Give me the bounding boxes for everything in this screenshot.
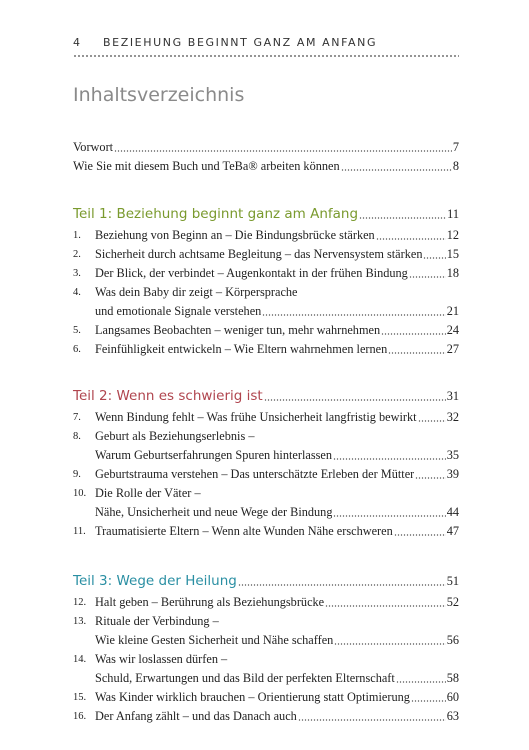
entry-title: Wie kleine Gesten Sicherheit und Nähe schaffen [95,633,334,647]
running-title: BEZIEHUNG BEGINNT GANZ AM ANFANG [103,36,378,49]
toc-entry-continuation[interactable] [73,446,459,465]
page-ref: 11 [447,207,459,221]
dot-leader [238,584,446,586]
dot-leader [333,458,446,460]
part-title: Teil 2: Wenn es schwierig ist [73,388,263,404]
page-title: Inhaltsverzeichnis [73,84,245,106]
toc-entry-continuation[interactable] [73,669,459,688]
entry-title: Beziehung von Beginn an – Die Bindungsbrücke stärken [95,228,375,242]
page-ref: 27 [446,342,459,356]
dot-leader [114,150,452,152]
page-ref: 63 [446,709,459,723]
toc-entry-first-line[interactable] [73,484,459,503]
toc-entry[interactable] [73,465,459,484]
entry-title: Halt geben – Berührung als Beziehungsbrücke [95,595,325,609]
part-title: Teil 3: Wege der Heilung [73,573,237,589]
toc-entry[interactable] [73,340,459,359]
chapter-number: 11. [73,526,86,537]
page-ref: 39 [446,467,459,481]
page-ref: 44 [446,505,459,519]
chapter-number: 8. [73,431,81,442]
page-ref: 24 [446,323,459,337]
page-ref: 18 [446,266,459,280]
entry-title: Langsames Beobachten – weniger tun, mehr wahrnehmen [95,323,381,337]
page-ref: 12 [446,228,459,242]
entry-title: Traumatisierte Eltern – Wenn alte Wunden Nähe erschweren [95,524,393,538]
page-ref: 58 [446,671,459,685]
toc-entry[interactable] [73,226,459,245]
toc-entry[interactable] [73,593,459,612]
chapter-number: 5. [73,325,81,336]
entry-title: Der Anfang zählt – und das Danach auch [95,709,297,723]
entry-title: Rituale der Verbindung – [95,614,219,628]
dot-leader [388,352,445,354]
chapter-number: 2. [73,249,81,260]
chapter-number: 12. [73,597,87,608]
dot-leader [359,217,446,219]
entry-title: Was wir loslassen dürfen – [95,652,228,666]
page-ref: 31 [446,389,459,403]
dot-leader [415,477,445,479]
toc-entry[interactable] [73,321,459,340]
page-ref: 47 [446,524,459,538]
part-title: Teil 1: Beziehung beginnt ganz am Anfang [73,206,359,222]
dot-leader [381,333,446,335]
header-dotted-rule [73,55,459,57]
chapter-number: 7. [73,412,81,423]
entry-title: Geburtstrauma verstehen – Das unterschätzte Erleben der Mütter [95,467,415,481]
chapter-number: 10. [73,488,87,499]
dot-leader [325,605,446,607]
toc-entry[interactable] [73,707,459,726]
chapter-number: 9. [73,469,81,480]
toc-entry[interactable] [73,245,459,264]
table-of-contents [73,138,459,726]
entry-title: Der Blick, der verbindet – Augenkontakt in der frühen Bindung [95,266,408,280]
page-ref: 15 [446,247,459,261]
entry-title: Wie Sie mit diesem Buch und TeBa® arbeiten können [73,159,340,173]
toc-entry[interactable] [73,688,459,707]
page-ref: 21 [446,304,459,318]
chapter-number: 1. [73,230,81,241]
entry-title: Feinfühligkeit entwickeln – Wie Eltern wahrnehmen lernen [95,342,388,356]
toc-entry[interactable] [73,408,459,427]
toc-entry-first-line[interactable] [73,283,459,302]
toc-entry[interactable] [73,264,459,283]
page-ref: 7 [452,140,459,154]
part-heading[interactable] [73,569,459,593]
dot-leader [262,314,445,316]
page-number: 4 [73,36,82,49]
running-header [73,36,458,49]
dot-leader [333,515,445,517]
entry-title: Nähe, Unsicherheit und neue Wege der Bindung [95,505,333,519]
entry-title: Wenn Bindung fehlt – Was frühe Unsicherheit langfristig bewirkt [95,410,417,424]
chapter-number: 14. [73,654,87,665]
entry-title: Warum Geburtserfahrungen Spuren hinterlassen [95,448,333,462]
chapter-number: 6. [73,344,81,355]
chapter-number: 15. [73,692,87,703]
entry-title: Sicherheit durch achtsame Begleitung – das Nervensystem stärken [95,247,423,261]
entry-title: Was dein Baby dir zeigt – Körpersprache [95,285,298,299]
dot-leader [411,700,446,702]
entry-title: und emotionale Signale verstehen [95,304,262,318]
page-ref: 56 [446,633,459,647]
page-ref: 60 [446,690,459,704]
chapter-number: 4. [73,287,81,298]
toc-entry-first-line[interactable] [73,427,459,446]
toc-entry-continuation[interactable] [73,503,459,522]
dot-leader [394,534,446,536]
toc-entry-continuation[interactable] [73,302,459,321]
chapter-number: 13. [73,616,87,627]
entry-title: Schuld, Erwartungen und das Bild der perfekten Elternschaft [95,671,395,685]
toc-entry[interactable] [73,157,459,176]
toc-entry-continuation[interactable] [73,631,459,650]
toc-entry[interactable] [73,522,459,541]
page-ref: 8 [452,159,459,173]
toc-entry-first-line[interactable] [73,650,459,669]
dot-leader [298,719,446,721]
chapter-number: 16. [73,711,87,722]
dot-leader [341,169,452,171]
chapter-number: 3. [73,268,81,279]
page-ref: 35 [446,448,459,462]
entry-title: Die Rolle der Väter – [95,486,201,500]
entry-title: Geburt als Beziehungserlebnis – [95,429,255,443]
toc-entry-first-line[interactable] [73,612,459,631]
dot-leader [418,420,446,422]
part-heading[interactable] [73,384,459,408]
dot-leader [376,238,446,240]
entry-title: Was Kinder wirklich brauchen – Orientierung statt Optimierung [95,690,410,704]
entry-title: Vorwort [73,140,114,154]
dot-leader [423,257,445,259]
dot-leader [409,276,446,278]
dot-leader [264,399,446,401]
dot-leader [334,643,445,645]
dot-leader [396,681,446,683]
page-ref: 52 [446,595,459,609]
toc-entry[interactable] [73,138,459,157]
page-ref: 51 [446,574,459,588]
part-heading[interactable] [73,202,459,226]
page-ref: 32 [446,410,459,424]
